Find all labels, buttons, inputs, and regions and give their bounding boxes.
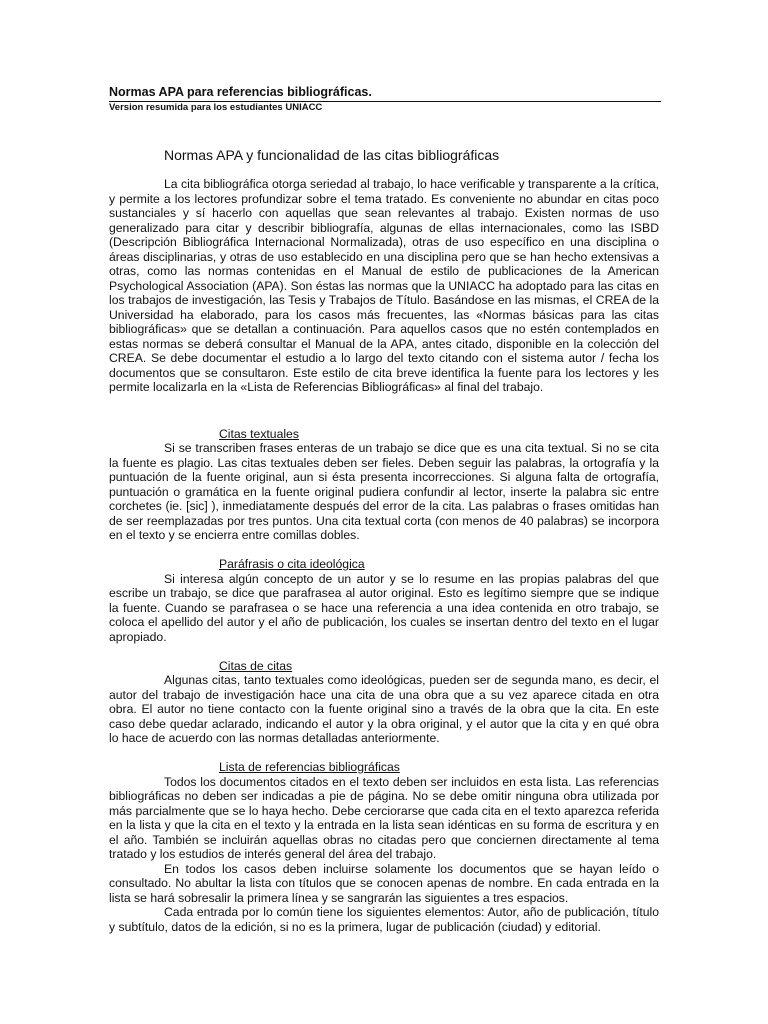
header-subtitle: Version resumida para los estudiantes UNIACC	[109, 102, 323, 113]
document-body	[109, 177, 659, 934]
paragraph-parafrasis: Si interesa algún concepto de un autor y se lo resume en las propias palabras del que escribe un trabajo, se dice que parafrasea al autor original. Esto es legítimo siempre que se indique la fuente. Cuando se parafrasea o se hace una referencia a una idea contenida en otro trabajo, se coloca el apellido del autor y el año de publicación, los cuales se insertan dentro del texto en el lugar apropiado.	[109, 571, 659, 644]
heading-citas-de-citas: Citas de citas	[219, 658, 293, 673]
paragraph-citas-de-citas: Algunas citas, tanto textuales como ideológicas, pueden ser de segunda mano, es decir, el autor del trabajo de investigación hace una cita de una obra que a su vez aparece citada en otra obra. El autor no tiene contacto con la fuente original sino a través de la obra que la cita. En este caso debe quedar aclarado, indicando el autor y la obra original, y el autor que la cita y en qué obra lo hace de acuerdo con las normas detalladas anteriormente.	[109, 673, 659, 745]
section-title: Normas APA y funcionalidad de las citas bibliográficas	[164, 147, 500, 163]
paragraph-citas-textuales: Si se transcriben frases enteras de un trabajo se dice que es una cita textual. Si no se cita la fuente es plagio. Las citas textuales deben ser fieles. Deben seguir las palabras, la ortografía y la puntuación de la fuente original, aun si ésta presenta incorrecciones. Si alguna falta de ortografía, puntuación o gramática en la fuente original pudiera confundir al lector, inserte la palabra sic entre corchetes (ie. [sic] ), inmediatamente después del error de la cita. Las palabras o frases omitidas han de ser reemplazadas por tres puntos. Una cita textual corta (con menos de 40 palabras) se incorpora en el texto y se encierra entre comillas dobles.	[109, 441, 659, 542]
spacer	[109, 644, 659, 659]
header-title: Normas APA para referencias bibliográficas.	[109, 85, 372, 99]
document-header	[109, 85, 661, 113]
spacer	[109, 543, 659, 558]
heading-citas-textuales: Citas textuales	[219, 426, 299, 441]
spacer	[109, 746, 659, 761]
paragraph-lista-referencias-2: En todos los casos deben incluirse solamente los documentos que se hayan leído o consultado. No abultar la lista con títulos que se conocen apenas de nombre. En cada entrada en la lista se hará sobresalir la primera línea y se sangrarán las siguientes a tres espacios.	[109, 861, 659, 905]
paragraph-lista-referencias-3: Cada entrada por lo común tiene los siguientes elementos: Autor, año de publicación, título y subtítulo, datos de la edición, si no es la primera, lugar de publicación (ciudad) y editorial.	[109, 905, 659, 934]
heading-parafrasis: Paráfrasis o cita ideológica	[219, 557, 365, 571]
intro-paragraph: La cita bibliográfica otorga seriedad al trabajo, lo hace verificable y transparente a la crítica, y permite a los lectores profundizar sobre el tema tratado. Es conveniente no abundar en citas poco sustanciales y sí hacerlo con aquellas que sean relevantes al trabajo. Existen normas de uso generalizado para citar y describir bibliografía, algunas de ellas internacionales, como las ISBD (Descripción Bibliográfica Internacional Normalizada), otras de uso específico en una disciplina o áreas disciplinarias, y otras de uso establecido en una disciplina pero que se han hecho extensivas a otras, como las normas contenidas en el Manual de estilo de publicaciones de la American Psychological Association (APA). Son éstas las normas que la UNIACC ha adoptado para las citas en los trabajos de investigación, las Tesis y Trabajos de Título. Basándose en las mismas, el CREA de la Universidad ha elaborado, para los casos más frecuentes, las «Normas básicas para las citas bibliográficas» que se detallan a continuación. Para aquellos casos que no estén contemplados en estas normas se deberá consultar el Manual de la APA, antes citado, disponible en la colección del CREA. Se debe documentar el estudio a lo largo del texto citando con el sistema autor / fecha los documentos que se consultaron. Este estilo de cita breve identifica la fuente para los lectores y les permite localizarla en la «Lista de Referencias Bibliográficas» al final del trabajo.	[109, 177, 659, 394]
spacer	[109, 395, 659, 427]
heading-lista-referencias: Lista de referencias bibliográficas	[219, 760, 400, 774]
paragraph-lista-referencias-1: Todos los documentos citados en el texto deben ser incluidos en esta lista. Las referencias bibliográficas no deben ser indicadas a pie de página. No se debe omitir ninguna obra utilizada por más parcialmente que se lo haya hecho. Debe cerciorarse que cada cita en el texto aparezca referida en la lista y que la cita en el texto y la entrada en la lista sean idénticas en su forma de escritura y en el año. También se incluirán aquellas obras no citadas pero que conciernen directamente al tema tratado y los estudios de interés general del área del trabajo.	[109, 774, 659, 861]
